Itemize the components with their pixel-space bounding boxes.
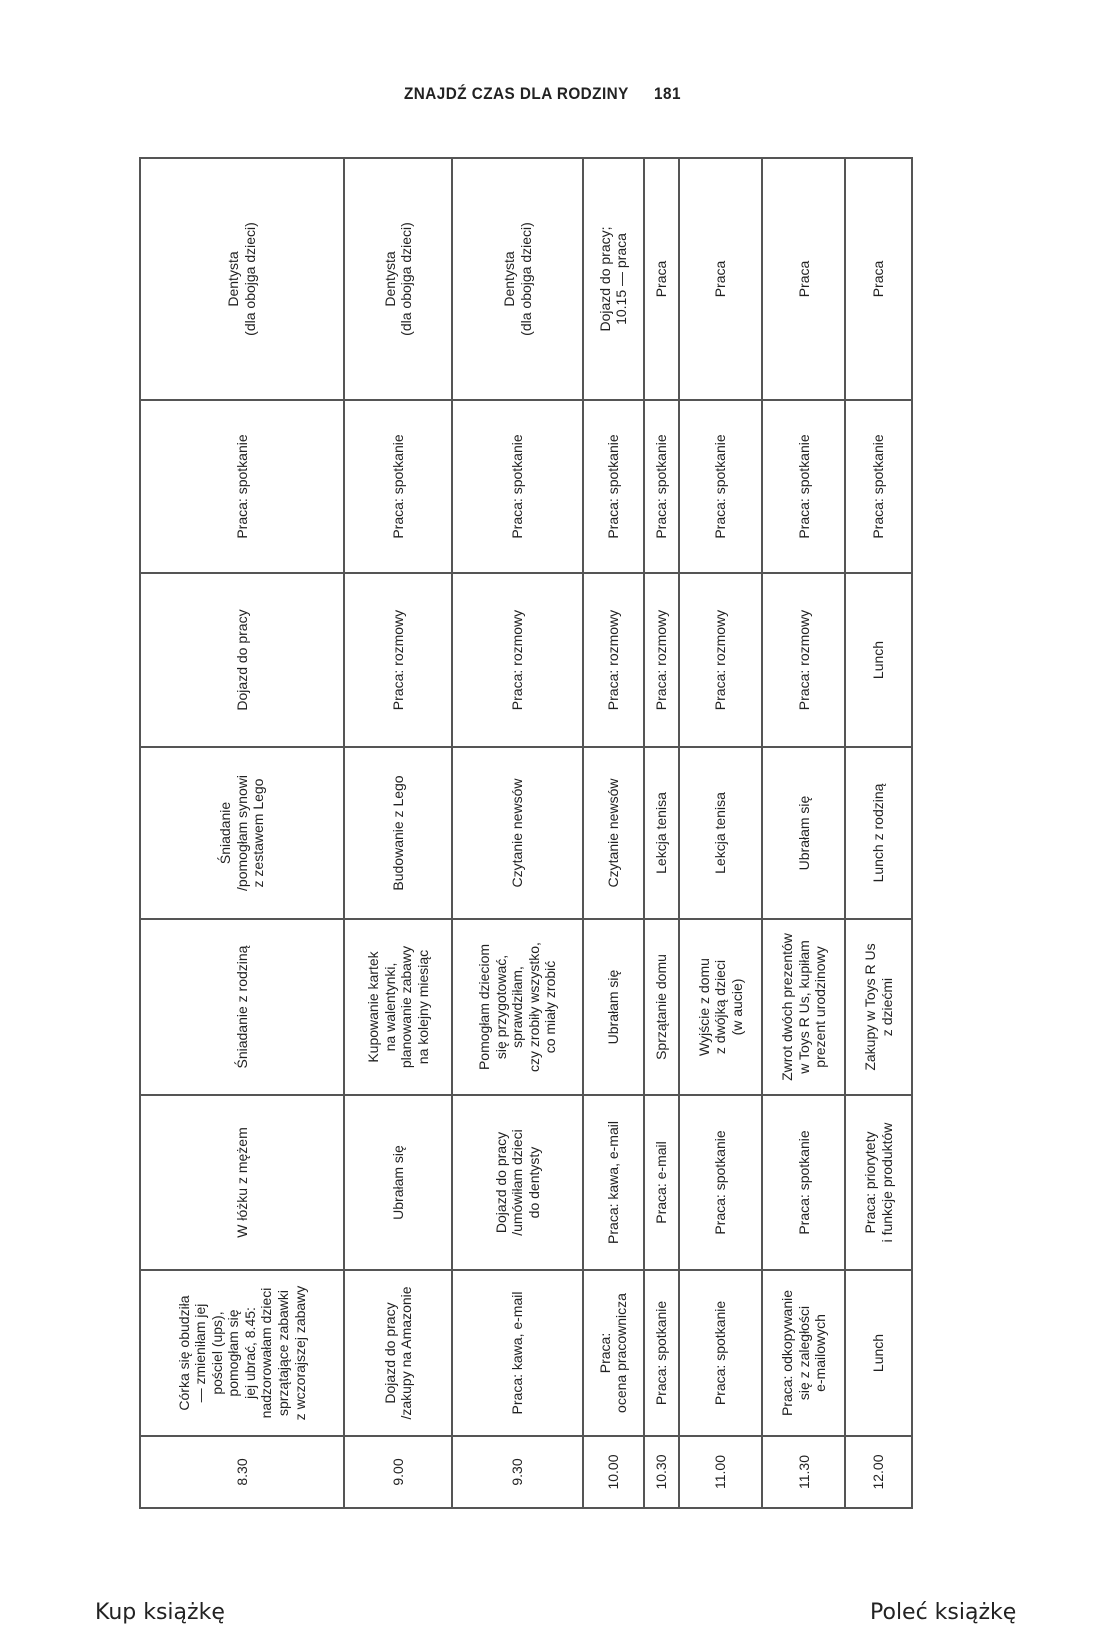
activity-cell: Praca: kawa, e-mail bbox=[452, 1270, 583, 1436]
activity-cell: Czytanie newsów bbox=[583, 747, 643, 919]
activity-cell: Praca: rozmowy bbox=[583, 573, 643, 747]
activity-cell: Córka się obudziła — zmieniłam jej pościel (ups), pomogłam się jej ubrać, 8.45: nadzorowałam dzieci sprzątające zabawki z wczorajszej zabawy bbox=[140, 1270, 344, 1436]
activity-cell: Praca: priorytety i funkcje produktów bbox=[845, 1095, 912, 1270]
activity-cell: W łóżku z mężem bbox=[140, 1095, 344, 1270]
activity-cell: Zakupy w Toys R Us z dziećmi bbox=[845, 919, 912, 1095]
activity-cell: Czytanie newsów bbox=[452, 747, 583, 919]
schedule-row bbox=[583, 158, 643, 1508]
page-number: 181 bbox=[654, 84, 681, 103]
activity-cell: Praca: rozmowy bbox=[762, 573, 845, 747]
activity-cell: Praca: spotkanie bbox=[140, 400, 344, 573]
schedule-row bbox=[344, 158, 452, 1508]
activity-cell: Praca: spotkanie bbox=[452, 400, 583, 573]
activity-cell: Dojazd do pracy bbox=[140, 573, 344, 747]
activity-cell: Śniadanie /pomogłam synowi z zestawem Lego bbox=[140, 747, 344, 919]
activity-cell: Praca: rozmowy bbox=[452, 573, 583, 747]
schedule-row bbox=[140, 158, 344, 1508]
activity-cell: Lekcja tenisa bbox=[679, 747, 762, 919]
activity-cell: Ubrałam się bbox=[762, 747, 845, 919]
activity-cell: Ubrałam się bbox=[344, 1095, 452, 1270]
activity-cell: Praca: spotkanie bbox=[644, 1270, 679, 1436]
buy-book-link[interactable]: Kup książkę bbox=[95, 1600, 225, 1625]
activity-cell: Praca: rozmowy bbox=[644, 573, 679, 747]
time-cell: 10.30 bbox=[644, 1436, 679, 1508]
time-cell: 10.00 bbox=[583, 1436, 643, 1508]
activity-cell: Lunch z rodziną bbox=[845, 747, 912, 919]
time-cell: 11.00 bbox=[679, 1436, 762, 1508]
schedule-table bbox=[139, 157, 913, 1509]
activity-cell: Praca: kawa, e-mail bbox=[583, 1095, 643, 1270]
activity-cell: Praca: rozmowy bbox=[679, 573, 762, 747]
activity-cell: Pomogłam dzieciom się przygotować, sprawdziłam, czy zrobiły wszystko, co miały zrobić bbox=[452, 919, 583, 1095]
activity-cell: Praca: spotkanie bbox=[644, 400, 679, 573]
activity-cell: Praca: odkopywanie się z zaległości e-mailowych bbox=[762, 1270, 845, 1436]
time-cell: 9.30 bbox=[452, 1436, 583, 1508]
schedule-table-rotated bbox=[139, 159, 913, 1509]
activity-cell: Praca: spotkanie bbox=[583, 400, 643, 573]
activity-cell: Praca: spotkanie bbox=[679, 1270, 762, 1436]
time-cell: 8.30 bbox=[140, 1436, 344, 1508]
activity-cell: Praca bbox=[679, 158, 762, 400]
recommend-book-link[interactable]: Poleć książkę bbox=[870, 1600, 1017, 1625]
schedule-row bbox=[845, 158, 912, 1508]
activity-cell: Lekcja tenisa bbox=[644, 747, 679, 919]
schedule-row bbox=[452, 158, 583, 1508]
schedule-row bbox=[762, 158, 845, 1508]
activity-cell: Sprzątanie domu bbox=[644, 919, 679, 1095]
activity-cell: Budowanie z Lego bbox=[344, 747, 452, 919]
activity-cell: Praca bbox=[762, 158, 845, 400]
schedule-body bbox=[140, 158, 912, 1508]
time-cell: 11.30 bbox=[762, 1436, 845, 1508]
activity-cell: Praca: spotkanie bbox=[845, 400, 912, 573]
time-cell: 9.00 bbox=[344, 1436, 452, 1508]
schedule-table-container bbox=[139, 159, 913, 1509]
header-title: ZNAJDŹ CZAS DLA RODZINY bbox=[404, 84, 629, 103]
running-header bbox=[404, 84, 681, 104]
activity-cell: Praca bbox=[644, 158, 679, 400]
activity-cell: Praca: spotkanie bbox=[762, 1095, 845, 1270]
activity-cell: Zwrot dwóch prezentów w Toys R Us, kupiłam prezent urodzinowy bbox=[762, 919, 845, 1095]
activity-cell: Praca: spotkanie bbox=[762, 400, 845, 573]
activity-cell: Ubrałam się bbox=[583, 919, 643, 1095]
activity-cell: Dojazd do pracy /zakupy na Amazonie bbox=[344, 1270, 452, 1436]
activity-cell: Praca: ocena pracownicza bbox=[583, 1270, 643, 1436]
activity-cell: Dentysta (dla obojga dzieci) bbox=[140, 158, 344, 400]
activity-cell: Dojazd do pracy; 10.15 — praca bbox=[583, 158, 643, 400]
activity-cell: Dojazd do pracy /umówiłam dzieci do dentysty bbox=[452, 1095, 583, 1270]
activity-cell: Kupowanie kartek na walentynki, planowanie zabawy na kolejny miesiąc bbox=[344, 919, 452, 1095]
activity-cell: Praca: rozmowy bbox=[344, 573, 452, 747]
activity-cell: Praca bbox=[845, 158, 912, 400]
activity-cell: Śniadanie z rodziną bbox=[140, 919, 344, 1095]
activity-cell: Praca: spotkanie bbox=[679, 1095, 762, 1270]
schedule-row bbox=[679, 158, 762, 1508]
activity-cell: Praca: e-mail bbox=[644, 1095, 679, 1270]
activity-cell: Wyjście z domu z dwójką dzieci (w aucie) bbox=[679, 919, 762, 1095]
activity-cell: Dentysta (dla obojga dzieci) bbox=[452, 158, 583, 400]
activity-cell: Lunch bbox=[845, 1270, 912, 1436]
time-cell: 12.00 bbox=[845, 1436, 912, 1508]
activity-cell: Lunch bbox=[845, 573, 912, 747]
activity-cell: Dentysta (dla obojga dzieci) bbox=[344, 158, 452, 400]
activity-cell: Praca: spotkanie bbox=[679, 400, 762, 573]
activity-cell: Praca: spotkanie bbox=[344, 400, 452, 573]
schedule-row bbox=[644, 158, 679, 1508]
